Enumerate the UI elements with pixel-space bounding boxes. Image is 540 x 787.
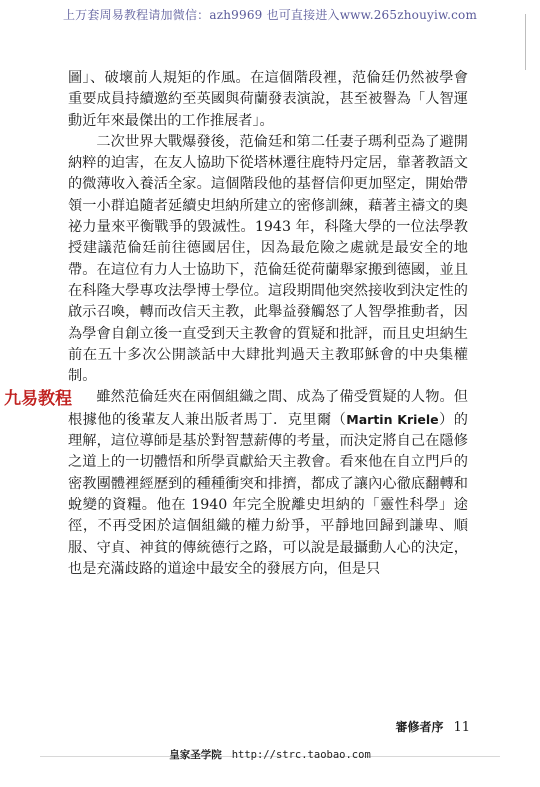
paragraph-1: 圖」、破壞前人規矩的作風。在這個階段裡，范倫廷仍然被學會重要成員持續邀約至英國與荷蘭發表演說，甚至被譽為「人智運動近年來最傑出的工作推展者」。 <box>68 70 468 129</box>
section-title: 審修者序 <box>395 720 444 734</box>
bottom-watermark-url: http://strc.taobao.com <box>231 749 371 761</box>
body-text <box>68 68 468 580</box>
paragraph-2: 二次世界大戰爆發後，范倫廷和第二任妻子瑪利亞為了避開納粹的迫害，在友人協助下從塔林遷往鹿特丹定居，靠著教語文的微薄收入養活全家。這個階段他的基督信仰更加堅定，開始帶領一小群追隨者延續史坦納所建立的密修訓練，藉著主禱文的奧祕力量來平衡戰爭的毀滅性。1943 年，科隆大學的一位法學教授建議范倫廷前往德國居住，因為最危險之處就是最安全的地帶。在這位有力人士協助下，范倫廷從荷蘭舉家搬到德國，並且在科隆大學專攻法學博士學位。這段期間他突然接收到決定性的啟示召喚，轉而改信天主教，此舉益發觸怒了人智學推動者，因為學會自創立後一直受到天主教會的質疑和批評，而且史坦納生前在五十多次公開談話中大肆批判過天主教耶穌會的中央集權制。 <box>68 133 468 385</box>
bottom-watermark <box>0 747 540 762</box>
paragraph-3-before: 雖然范倫廷夾在兩個組織之間、成為了備受質疑的人物。但根據他的後輩友人兼出版者馬丁．克里爾（ <box>68 389 468 428</box>
page-edge-line <box>525 14 526 70</box>
top-watermark: 上万套周易教程请加微信：azh9969 也可直接进入www.265zhouyiw.com <box>62 8 478 22</box>
paragraph-3-after: ）的理解，這位導師是基於對智慧薪傳的考量，而決定將自己在隱修之道上的一切體悟和所學貢獻給天主教會。看來他在自立門戶的密教團體裡經歷到的種種衝突和排擠，都成了讓內心徹底翻轉和蛻變的資糧。他在 1940 年完全脫離史坦納的「靈性科學」途徑，不再受困於這個組織的權力紛爭，平靜地回歸到謙卑、順服、守貞、神貧的傳統德行之路，可以說是最攝動人心的決定，也是充滿歧路的道途中最安全的發展方向，但是只 <box>68 411 468 577</box>
running-footer <box>395 718 470 735</box>
bottom-watermark-brand: 皇家圣学院 <box>169 749 222 761</box>
paragraph-3 <box>68 387 468 580</box>
latin-name: Martin Kriele <box>346 411 439 427</box>
page-number: 11 <box>453 720 470 735</box>
left-watermark: 九易教程 <box>4 389 72 409</box>
